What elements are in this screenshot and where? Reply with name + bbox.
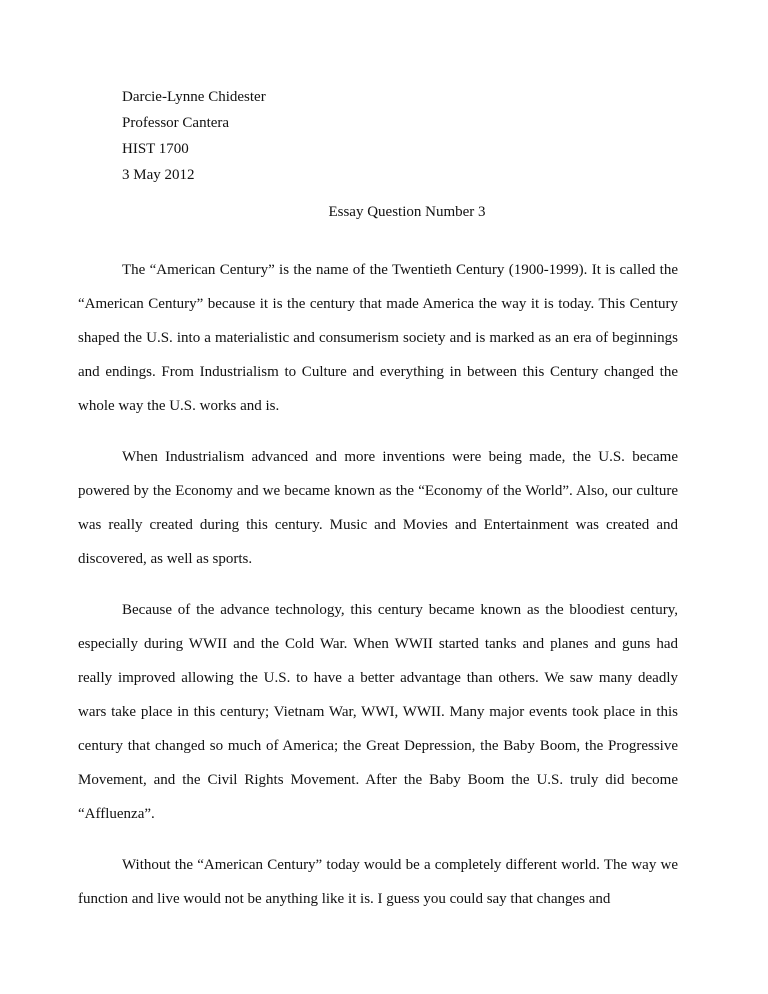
paragraph-1: The “American Century” is the name of the Twentieth Century (1900-1999). It is called the “American Century” because it is the century that made America the way it is today. This Century shaped the U.S. into a materialistic and consumerism society and is marked as an era of beginnings and endings. From Industrialism to Culture and everything in between this Century changed the whole way the U.S. works and is. — [78, 262, 678, 414]
essay-title: Essay Question Number 3 — [328, 204, 486, 220]
essay-body — [78, 253, 678, 933]
paragraph-2: When Industrialism advanced and more inventions were being made, the U.S. became powered by the Economy and we became known as the “Economy of the World”. Also, our culture was really created during this century. Music and Movies and Entertainment was created and discovered, as well as sports. — [78, 449, 678, 567]
essay-date: 3 May 2012 — [122, 167, 195, 183]
essay-header — [122, 84, 266, 188]
professor-name: Professor Cantera — [122, 115, 230, 131]
paragraph-4: Without the “American Century” today would be a completely different world. The way we function and live would not be anything like it is. I guess you could say that changes and — [78, 857, 678, 907]
paragraph-3: Because of the advance technology, this century became known as the bloodiest century, especially during WWII and the Cold War. When WWII started tanks and planes and guns had really improved allowing the U.S. to have a better advantage than others. We saw many deadly wars take place in this century; Vietnam War, WWI, WWII. Many major events took place in this century that changed so much of America; the Great Depression, the Baby Boom, the Progressive Movement, and the Civil Rights Movement. After the Baby Boom the U.S. truly did become “Affluenza”. — [78, 602, 678, 822]
course-code: HIST 1700 — [122, 141, 189, 157]
author-name: Darcie-Lynne Chidester — [122, 89, 266, 105]
